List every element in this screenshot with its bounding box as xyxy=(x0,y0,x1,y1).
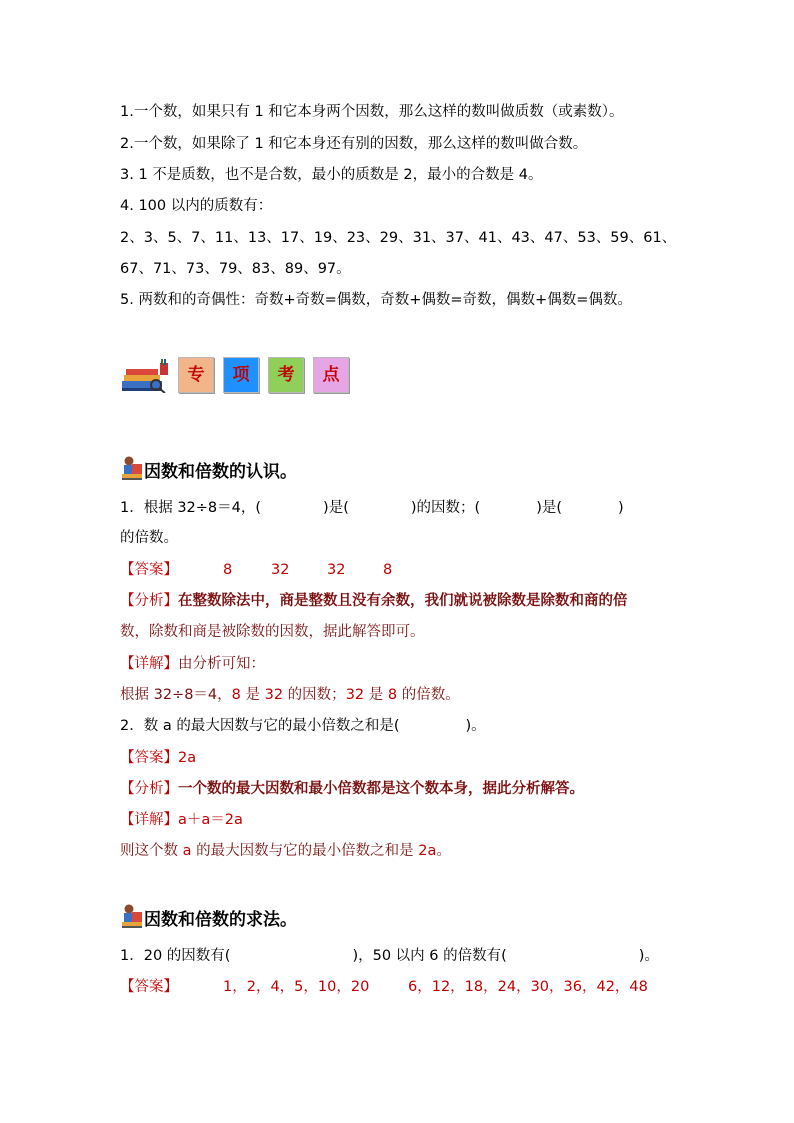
analysis-tag: 【分析】 xyxy=(120,781,178,797)
detail-text: a＋a＝2a xyxy=(178,812,243,828)
q-text: )是( xyxy=(536,500,563,516)
detail-text: 则这个数 xyxy=(120,843,183,859)
detail-text: 的最大因数与它的最小倍数之和是 xyxy=(191,843,419,859)
answer-value: 8 xyxy=(383,562,393,578)
answer-value: 2a xyxy=(178,750,197,766)
knowledge-line-2: 2.一个数，如果除了 1 和它本身还有别的因数，那么这样的数叫做合数。 xyxy=(120,136,588,152)
knowledge-line-6: 67、71、73、79、83、89、97。 xyxy=(120,261,351,277)
q-text: 2．数 a 的最大因数与它的最小倍数之和是( xyxy=(120,718,400,734)
tile-kao xyxy=(268,357,304,393)
knowledge-line-1: 1.一个数，如果只有 1 和它本身两个因数，那么这样的数叫做质数（或素数）。 xyxy=(120,104,624,120)
detail-text: ， xyxy=(217,687,232,703)
section-title: 因数和倍数的认识。 xyxy=(144,462,297,482)
detail-text: 。 xyxy=(436,843,451,859)
reading-icon xyxy=(120,455,144,481)
analysis-text: 在整数除法中，商是整数且没有余数，我们就说被除数是除数和商的倍 xyxy=(178,593,628,609)
tile-dian xyxy=(313,357,349,393)
q-text: )，50 以内 6 的倍数有( xyxy=(352,948,507,964)
answer-value: 32 xyxy=(327,562,346,578)
answer-tag: 【答案】 xyxy=(120,750,178,766)
answer-tag: 【答案】 xyxy=(120,562,178,578)
answer-row-1 xyxy=(120,560,393,580)
detail-text: 是 xyxy=(364,687,388,703)
q-text: )。 xyxy=(465,718,486,734)
q-text: )的因数；( xyxy=(410,500,481,516)
knowledge-line-7: 5. 两数和的奇偶性：奇数+奇数=偶数，奇数+偶数=奇数，偶数+偶数=偶数。 xyxy=(120,292,632,308)
detail-value: 32 xyxy=(345,687,365,703)
tile-text: 考 xyxy=(277,365,295,385)
question-1-1 xyxy=(120,498,624,518)
tile-text: 项 xyxy=(232,365,250,385)
answer-value: 6，12，18，24，30，36，42，48 xyxy=(408,979,648,995)
detail-value: 8 xyxy=(231,687,241,703)
detail-tag: 【详解】 xyxy=(120,812,178,828)
knowledge-line-4: 4. 100 以内的质数有： xyxy=(120,198,273,214)
answer-value: 8 xyxy=(223,562,233,578)
books-icon xyxy=(120,359,172,393)
answer-tag: 【答案】 xyxy=(120,979,178,995)
tile-xiang xyxy=(223,357,259,393)
question-2-1 xyxy=(120,946,659,966)
q-text: )是( xyxy=(323,500,349,516)
detail-conclusion-1 xyxy=(120,685,460,705)
analysis-text: 一个数的最大因数和最小倍数都是这个数本身，据此分析解答。 xyxy=(178,781,584,797)
detail-conclusion-2 xyxy=(120,841,451,861)
detail-text: 的倍数。 xyxy=(397,687,460,703)
question-1-1-cont: 的倍数。 xyxy=(120,530,178,546)
detail-value: 8 xyxy=(387,687,398,703)
knowledge-line-5: 2、3、5、7、11、13、17、19、23、29、31、37、41、43、47、53、59、61、 xyxy=(120,230,677,246)
detail-text: 的因数； xyxy=(283,687,346,703)
answer-row-3 xyxy=(120,977,648,997)
tile-text: 点 xyxy=(322,365,340,385)
q-text: )。 xyxy=(638,948,659,964)
section-title: 因数和倍数的求法。 xyxy=(144,910,297,930)
reading-icon xyxy=(120,903,144,929)
question-1-2 xyxy=(120,716,486,736)
answer-value: 32 xyxy=(271,562,290,578)
detail-value: 2a xyxy=(418,843,437,859)
answer-row-2 xyxy=(120,748,196,768)
q-text: ) xyxy=(618,500,624,516)
detail-tag: 【详解】 xyxy=(120,656,178,672)
detail-row-1 xyxy=(120,654,265,674)
analysis-row-2 xyxy=(120,779,584,799)
detail-value: a xyxy=(182,843,192,859)
detail-text: 32÷8＝4 xyxy=(153,687,218,703)
tile-text: 专 xyxy=(187,365,205,385)
detail-text: 是 xyxy=(240,687,265,703)
q-text: 1．根据 32÷8＝4，( xyxy=(120,500,262,516)
detail-text: 根据 xyxy=(120,687,154,703)
detail-value: 32 xyxy=(264,687,284,703)
analysis-tag: 【分析】 xyxy=(120,593,178,609)
knowledge-line-3: 3. 1 不是质数，也不是合数，最小的质数是 2，最小的合数是 4。 xyxy=(120,167,543,183)
analysis-row-1 xyxy=(120,591,628,611)
analysis-row-1-cont: 数，除数和商是被除数的因数，据此解答即可。 xyxy=(120,624,425,640)
tile-zhuan xyxy=(178,357,214,393)
answer-value: 1，2，4，5，10，20 xyxy=(223,979,370,995)
detail-text: 由分析可知： xyxy=(178,656,265,672)
q-text: 1．20 的因数有( xyxy=(120,948,231,964)
detail-row-2 xyxy=(120,810,243,830)
